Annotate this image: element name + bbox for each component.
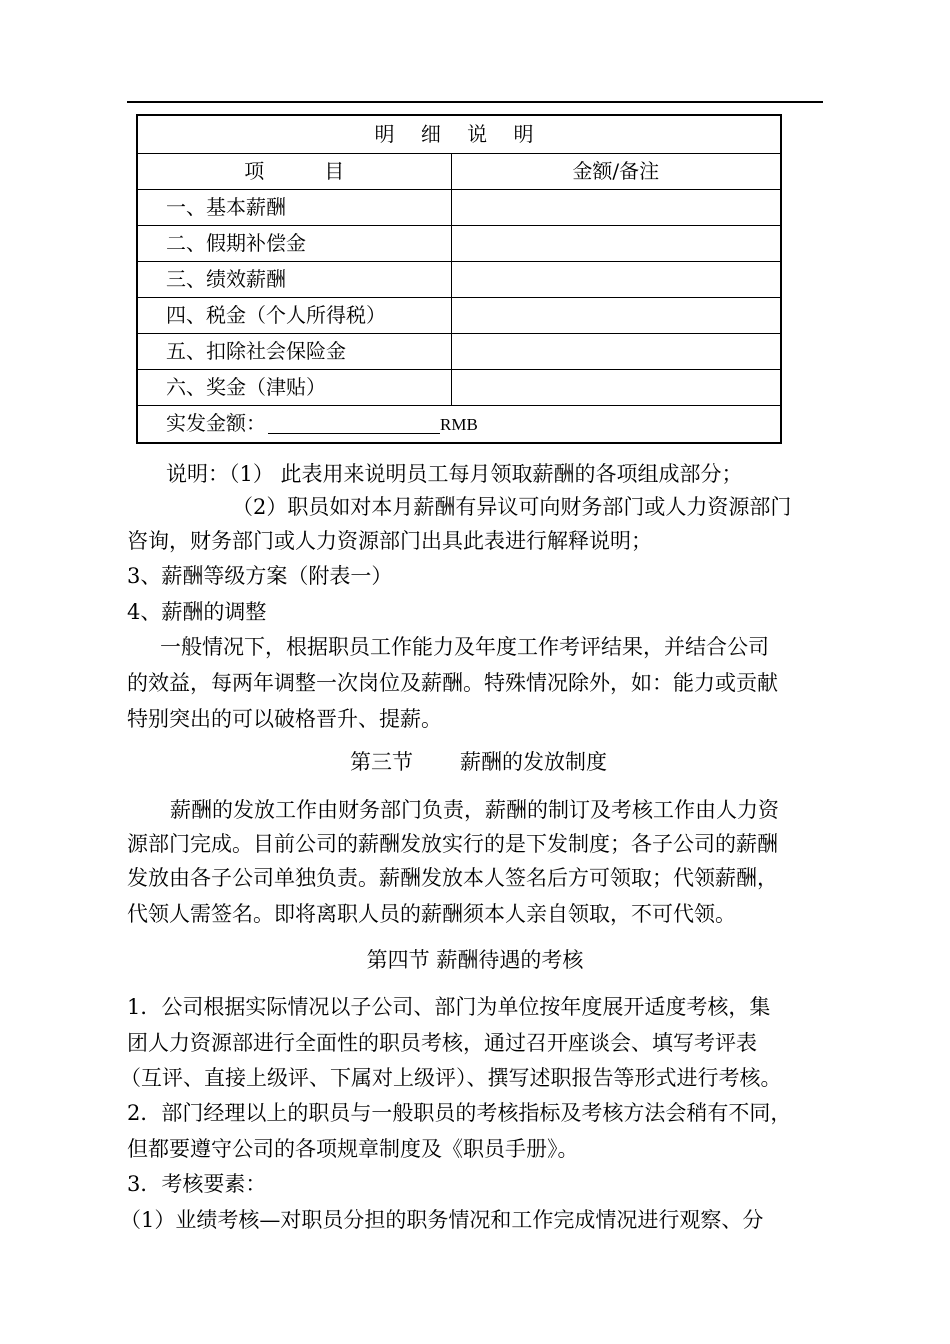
table-title-row xyxy=(137,115,781,154)
note-2a: （2）职员如对本月薪酬有异议可向财务部门或人力资源部门 xyxy=(232,495,792,519)
table-row xyxy=(137,298,781,334)
header-item xyxy=(137,154,451,190)
eval-3: 3．考核要素： xyxy=(127,1172,267,1196)
row-label: 四、税金（个人所得税） xyxy=(137,298,451,334)
eval-1a: 1．公司根据实际情况以子公司、部门为单位按年度展开适度考核，集 xyxy=(127,995,771,1019)
net-pay-blank xyxy=(268,411,440,434)
net-pay-label: 实发金额： xyxy=(166,411,266,435)
row-label: 一、基本薪酬 xyxy=(137,190,451,226)
eval-1b: 团人力资源部进行全面性的职员考核，通过召开座谈会、填写考评表 xyxy=(127,1031,757,1055)
row-label: 六、奖金（津贴） xyxy=(137,370,451,406)
section-3-title: 薪酬的发放制度 xyxy=(460,750,607,774)
table-row xyxy=(137,226,781,262)
net-pay-unit: RMB xyxy=(440,415,478,434)
note-1: 说明：（1） 此表用来说明员工每月领取薪酬的各项组成部分； xyxy=(166,462,743,486)
row-amount-cell xyxy=(451,334,781,370)
row-amount-cell xyxy=(451,370,781,406)
issue-para-3: 发放由各子公司单独负责。薪酬发放本人签名后方可领取；代领薪酬， xyxy=(127,866,778,890)
salary-detail-table xyxy=(136,114,782,444)
row-amount-cell xyxy=(451,298,781,334)
issue-para-1: 薪酬的发放工作由财务部门负责，薪酬的制订及考核工作由人力资 xyxy=(170,798,779,822)
issue-para-2: 源部门完成。目前公司的薪酬发放实行的是下发制度；各子公司的薪酬 xyxy=(127,832,778,856)
table-row xyxy=(137,262,781,298)
section-3-number: 第三节 xyxy=(350,750,413,774)
eval-3-1: （1）业绩考核—对职员分担的职务情况和工作完成情况进行观察、分 xyxy=(120,1208,764,1232)
table-header-row xyxy=(137,154,781,190)
row-amount-cell xyxy=(451,226,781,262)
item-3: 3、薪酬等级方案（附表一） xyxy=(127,564,393,588)
row-amount-cell xyxy=(451,262,781,298)
row-label: 二、假期补偿金 xyxy=(137,226,451,262)
table-row xyxy=(137,190,781,226)
header-item-a: 项 xyxy=(244,159,265,183)
item-4: 4、薪酬的调整 xyxy=(127,600,267,624)
adjust-para-3: 特别突出的可以破格晋升、提薪。 xyxy=(127,707,442,731)
adjust-para-2: 的效益，每两年调整一次岗位及薪酬。特殊情况除外，如：能力或贡献 xyxy=(127,671,778,695)
adjust-para-1: 一般情况下，根据职员工作能力及年度工作考评结果，并结合公司 xyxy=(160,635,769,659)
row-label: 三、绩效薪酬 xyxy=(137,262,451,298)
header-amount: 金额/备注 xyxy=(451,154,781,190)
eval-1c: （互评、直接上级评、下属对上级评）、撰写述职报告等形式进行考核。 xyxy=(120,1066,782,1090)
table-row xyxy=(137,370,781,406)
row-label: 五、扣除社会保险金 xyxy=(137,334,451,370)
header-item-b: 目 xyxy=(324,159,345,183)
table-title: 明 细 说 明 xyxy=(137,115,781,154)
issue-para-4: 代领人需签名。即将离职人员的薪酬须本人亲自领取，不可代领。 xyxy=(127,902,736,926)
section-4-title: 第四节 薪酬待遇的考核 xyxy=(366,948,584,972)
eval-2b: 但都要遵守公司的各项规章制度及《职员手册》。 xyxy=(127,1137,579,1161)
eval-2a: 2．部门经理以上的职员与一般职员的考核指标及考核方法会稍有不同， xyxy=(127,1101,792,1125)
table-row xyxy=(137,334,781,370)
net-pay-row xyxy=(137,406,781,444)
row-amount-cell xyxy=(451,190,781,226)
net-pay-cell xyxy=(137,406,781,444)
note-2b: 咨询，财务部门或人力资源部门出具此表进行解释说明； xyxy=(127,529,652,553)
header-rule xyxy=(127,101,823,103)
